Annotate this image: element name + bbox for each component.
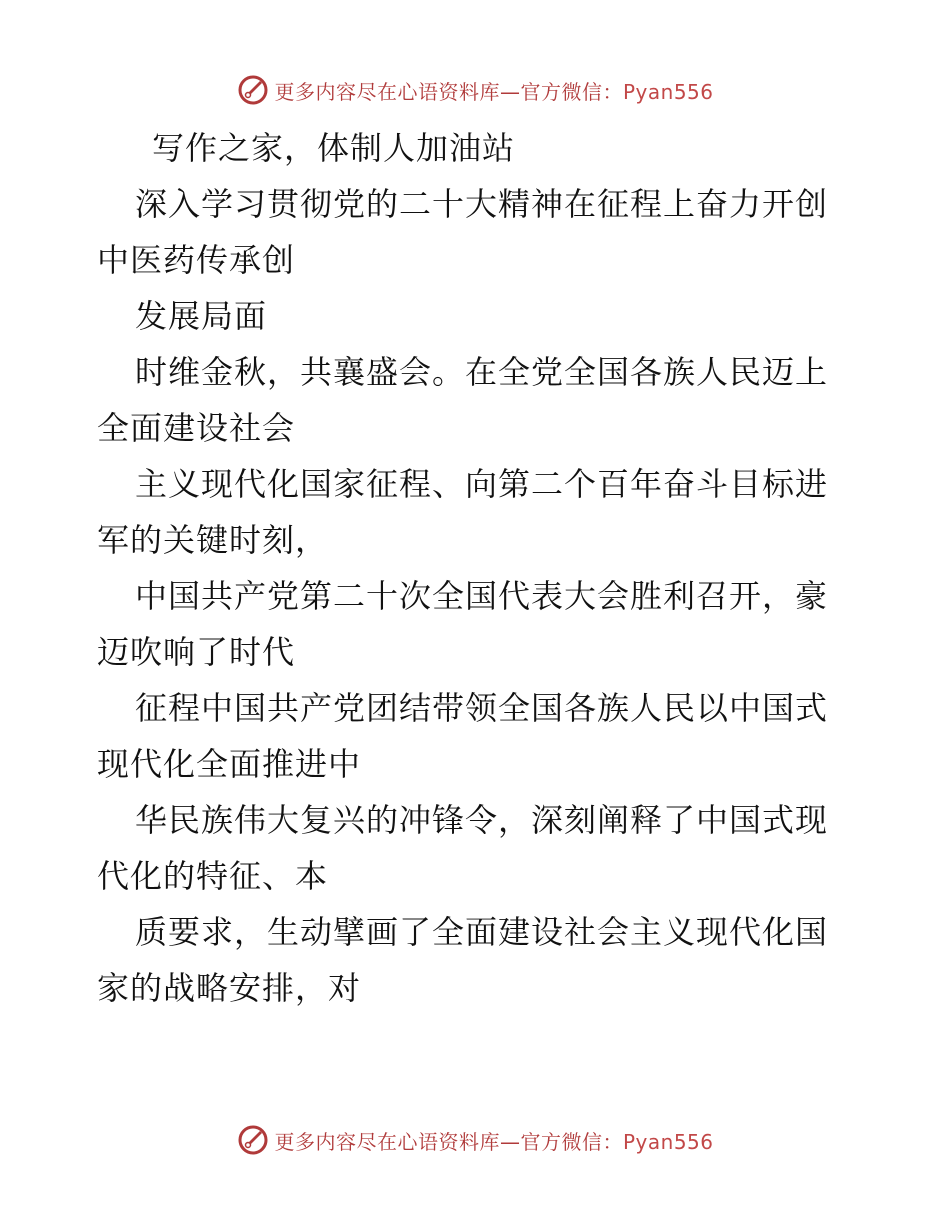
document-body (97, 120, 857, 1016)
header-watermark (0, 70, 950, 110)
doc-line: 全面建设社会 (97, 409, 296, 447)
doc-line: 深入学习贯彻党的二十大精神在征程上奋力开创 (135, 185, 829, 223)
doc-line: 写作之家，体制人加油站 (152, 129, 516, 167)
doc-line: 征程中国共产党团结带领全国各族人民以中国式 (135, 689, 829, 727)
doc-line: 现代化全面推进中 (97, 745, 362, 783)
doc-line: 发展局面 (135, 297, 268, 335)
doc-line: 时维金秋，共襄盛会。在全党全国各族人民迈上 (135, 353, 829, 391)
doc-line: 中医药传承创 (97, 241, 296, 279)
doc-line: 主义现代化国家征程、向第二个百年奋斗目标进 (135, 465, 829, 503)
doc-line: 中国共产党第二十次全国代表大会胜利召开，豪 (135, 577, 829, 615)
doc-line: 华民族伟大复兴的冲锋令，深刻阐释了中国式现 (135, 801, 829, 839)
doc-line: 军的关键时刻， (97, 521, 329, 559)
doc-line: 代化的特征、本 (97, 857, 329, 895)
logo-icon (236, 1123, 270, 1157)
logo-icon (236, 73, 270, 107)
watermark-text: 更多内容尽在心语资料库—官方微信：Pyan556 (274, 79, 714, 104)
doc-line: 家的战略安排，对 (97, 969, 362, 1007)
doc-line: 质要求，生动擘画了全面建设社会主义现代化国 (135, 913, 829, 951)
doc-line: 迈吹响了时代 (97, 633, 296, 671)
watermark-text: 更多内容尽在心语资料库—官方微信：Pyan556 (274, 1129, 714, 1154)
footer-watermark (0, 1120, 950, 1160)
